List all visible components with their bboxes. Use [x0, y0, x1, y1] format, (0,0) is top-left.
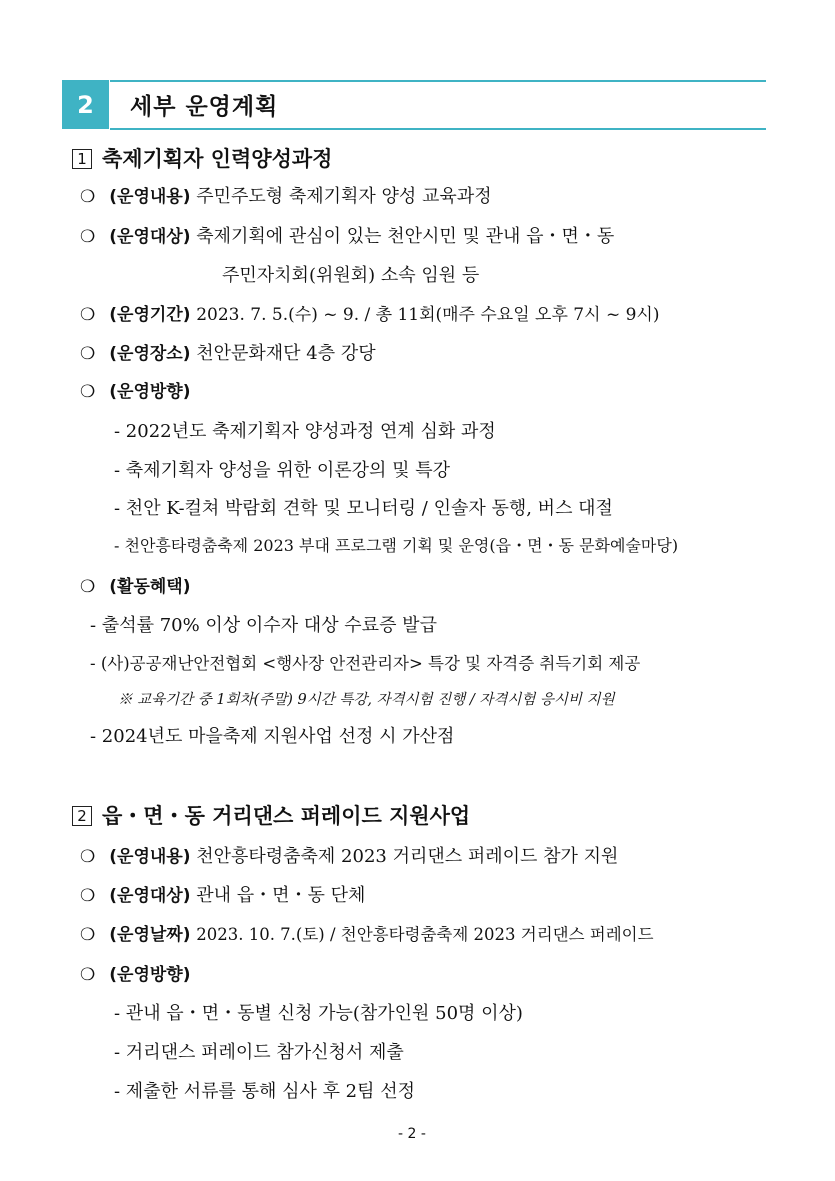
section1-title: 축제기획자 인력양성과정 [102, 147, 333, 171]
s2-item-text: 천안흥타령춤축제 2023 거리댄스 퍼레이드 참가 지원 [196, 846, 619, 867]
s1-item-label: (운영내용) [109, 187, 191, 207]
s1-item-period [80, 300, 659, 325]
s1-item-benefit [80, 572, 190, 597]
bullet-circle-icon: ❍ [80, 577, 96, 597]
page-title: 세부 운영계획 [130, 94, 279, 120]
section1-number: 1 [72, 149, 92, 169]
bullet-circle-icon: ❍ [80, 227, 96, 247]
bullet-circle-icon: ❍ [80, 382, 96, 402]
s2-direction-item: - 제출한 서류를 통해 심사 후 2팀 선정 [114, 1081, 416, 1102]
s2-item-label: (운영방향) [109, 965, 191, 985]
s1-item-text: 천안문화재단 4층 강당 [196, 343, 376, 364]
s1-item-label: (운영방향) [109, 382, 191, 402]
bullet-circle-icon: ❍ [80, 187, 96, 207]
s1-item-label: (운영기간) [109, 305, 191, 325]
bullet-circle-icon: ❍ [80, 965, 96, 985]
s2-item-label: (운영대상) [109, 886, 191, 906]
s1-item-text: 2023. 7. 5.(수) ~ 9. / 총 11회(매주 수요일 오후 7시 ~ 9시) [196, 305, 660, 325]
s1-item-place [80, 339, 376, 365]
s1-item-text: 주민주도형 축제기획자 양성 교육과정 [196, 186, 492, 207]
header-rule-bottom [110, 128, 766, 130]
s2-item-date [80, 920, 654, 945]
s1-benefit-item: - 출석률 70% 이상 이수자 대상 수료증 발급 [90, 615, 437, 636]
bullet-circle-icon: ❍ [80, 847, 96, 867]
s2-direction-item: - 거리댄스 퍼레이드 참가신청서 제출 [114, 1042, 404, 1063]
page-number: - 2 - [398, 1126, 426, 1142]
s1-item-text: 축제기획에 관심이 있는 천안시민 및 관내 읍・면・동 [196, 226, 615, 247]
s2-item-label: (운영날짜) [109, 925, 191, 945]
s1-benefit-item: - 2024년도 마을축제 지원사업 선정 시 가산점 [90, 726, 455, 747]
s1-item-label: (운영대상) [109, 227, 191, 247]
s1-direction-item: - 천안 K-컬쳐 박람회 견학 및 모니터링 / 인솔자 동행, 버스 대절 [114, 498, 613, 519]
s2-item-text: 2023. 10. 7.(토) / 천안흥타령춤축제 2023 거리댄스 퍼레이드 [196, 925, 654, 944]
bullet-circle-icon: ❍ [80, 886, 96, 906]
s2-item-text: 관내 읍・면・동 단체 [196, 885, 366, 906]
section2-number: 2 [72, 806, 92, 826]
s1-benefit-note: ※ 교육기간 중 1회차(주말) 9시간 특강, 자격시험 진행 / 자격시험 응시비 지원 [118, 692, 615, 708]
s1-direction-item: - 천안흥타령춤축제 2023 부대 프로그램 기획 및 운영(읍・면・동 문화예술마당) [114, 536, 679, 555]
section2-title: 읍・면・동 거리댄스 퍼레이드 지원사업 [102, 804, 471, 828]
s1-direction-item: - 2022년도 축제기획자 양성과정 연계 심화 과정 [114, 421, 496, 442]
bullet-circle-icon: ❍ [80, 305, 96, 325]
s1-direction-item: - 축제기획자 양성을 위한 이론강의 및 특강 [114, 460, 451, 481]
section1-heading [72, 143, 332, 173]
s1-item-target [80, 222, 614, 248]
s2-item-content [80, 842, 618, 868]
s2-item-target [80, 881, 365, 907]
s1-item-target-cont: 주민자치회(위원회) 소속 임원 등 [222, 265, 480, 286]
s1-item-label: (활동혜택) [109, 577, 191, 597]
header-rule-top [110, 80, 766, 82]
s1-item-direction [80, 377, 190, 402]
s1-item-label: (운영장소) [109, 344, 191, 364]
section2-heading [72, 800, 470, 830]
bullet-circle-icon: ❍ [80, 344, 96, 364]
s2-item-direction [80, 960, 190, 985]
s1-benefit-item: - (사)공공재난안전협회 <행사장 안전관리자> 특강 및 자격증 취득기회 제공 [90, 654, 641, 673]
bullet-circle-icon: ❍ [80, 925, 96, 945]
s2-item-label: (운영내용) [109, 847, 191, 867]
header-number-badge: 2 [62, 80, 109, 129]
s2-direction-item: - 관내 읍・면・동별 신청 가능(참가인원 50명 이상) [114, 1003, 523, 1024]
s1-item-content [80, 182, 492, 208]
